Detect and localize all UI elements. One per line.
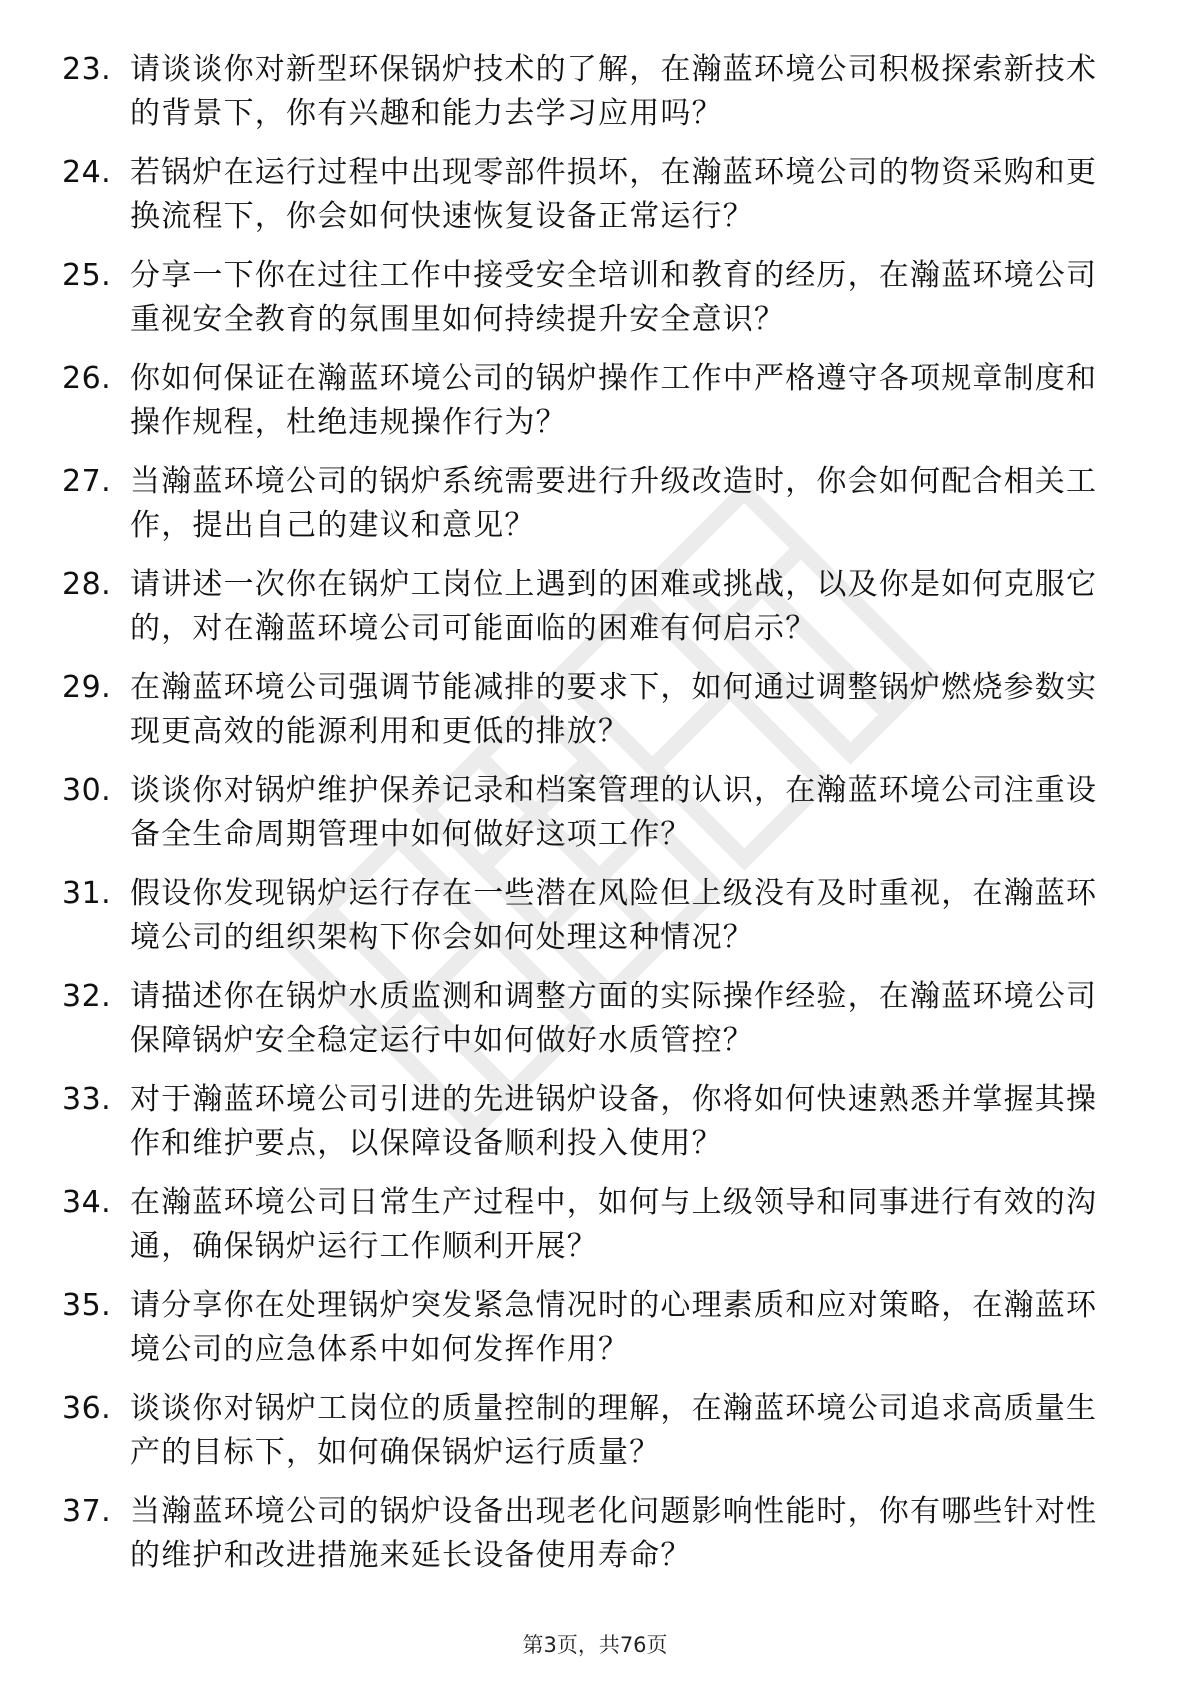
page-number-label: 第3页，共76页 (522, 1633, 668, 1657)
question-item (62, 975, 1122, 1078)
question-item (62, 1387, 1122, 1490)
question-text: 对于瀚蓝环境公司引进的先进锅炉设备，你将如何快速熟悉并掌握其操作和维护要点，以保障设备顺利投入使用？ (130, 1082, 1098, 1161)
question-item (62, 357, 1122, 460)
question-text: 请描述你在锅炉水质监测和调整方面的实际操作经验，在瀚蓝环境公司保障锅炉安全稳定运行中如何做好水质管控？ (130, 979, 1098, 1058)
question-text: 当瀚蓝环境公司的锅炉设备出现老化问题影响性能时，你有哪些针对性的维护和改进措施来延长设备使用寿命？ (130, 1494, 1098, 1573)
question-item (62, 48, 1122, 151)
question-number: 35. (62, 1288, 112, 1323)
question-number: 32. (62, 979, 112, 1014)
question-text: 假设你发现锅炉运行存在一些潜在风险但上级没有及时重视，在瀚蓝环境公司的组织架构下你会如何处理这种情况？ (130, 876, 1098, 955)
question-text: 你如何保证在瀚蓝环境公司的锅炉操作工作中严格遵守各项规章制度和操作规程，杜绝违规操作行为？ (130, 361, 1098, 440)
question-number: 37. (62, 1494, 112, 1529)
question-list (62, 48, 1122, 1593)
question-item (62, 151, 1122, 254)
question-text: 当瀚蓝环境公司的锅炉系统需要进行升级改造时，你会如何配合相关工作，提出自己的建议和意见？ (130, 464, 1098, 543)
question-text: 请分享你在处理锅炉突发紧急情况时的心理素质和应对策略，在瀚蓝环境公司的应急体系中如何发挥作用？ (130, 1288, 1098, 1367)
question-number: 31. (62, 876, 112, 911)
question-text: 谈谈你对锅炉维护保养记录和档案管理的认识，在瀚蓝环境公司注重设备全生命周期管理中如何做好这项工作？ (130, 773, 1098, 852)
question-item (62, 1078, 1122, 1181)
question-text: 谈谈你对锅炉工岗位的质量控制的理解，在瀚蓝环境公司追求高质量生产的目标下，如何确保锅炉运行质量？ (130, 1391, 1098, 1470)
question-number: 25. (62, 258, 112, 293)
question-item (62, 1181, 1122, 1284)
question-number: 24. (62, 155, 112, 190)
question-number: 36. (62, 1391, 112, 1426)
question-number: 34. (62, 1185, 112, 1220)
question-item (62, 254, 1122, 357)
question-number: 26. (62, 361, 112, 396)
question-item (62, 563, 1122, 666)
question-text: 在瀚蓝环境公司日常生产过程中，如何与上级领导和同事进行有效的沟通，确保锅炉运行工作顺利开展？ (130, 1185, 1098, 1264)
question-item (62, 769, 1122, 872)
question-item (62, 1284, 1122, 1387)
question-item (62, 1490, 1122, 1593)
question-text: 请谈谈你对新型环保锅炉技术的了解，在瀚蓝环境公司积极探索新技术的背景下，你有兴趣和能力去学习应用吗？ (130, 52, 1098, 131)
question-number: 23. (62, 52, 112, 87)
question-number: 27. (62, 464, 112, 499)
question-text: 分享一下你在过往工作中接受安全培训和教育的经历，在瀚蓝环境公司重视安全教育的氛围里如何持续提升安全意识？ (130, 258, 1098, 337)
question-number: 30. (62, 773, 112, 808)
question-text: 请讲述一次你在锅炉工岗位上遇到的困难或挑战，以及你是如何克服它的，对在瀚蓝环境公司可能面临的困难有何启示？ (130, 567, 1098, 646)
question-number: 33. (62, 1082, 112, 1117)
page-footer (0, 1631, 1190, 1659)
question-item (62, 666, 1122, 769)
question-number: 29. (62, 670, 112, 705)
question-item (62, 460, 1122, 563)
question-text: 在瀚蓝环境公司强调节能减排的要求下，如何通过调整锅炉燃烧参数实现更高效的能源利用和更低的排放？ (130, 670, 1098, 749)
question-item (62, 872, 1122, 975)
question-text: 若锅炉在运行过程中出现零部件损坏，在瀚蓝环境公司的物资采购和更换流程下，你会如何快速恢复设备正常运行？ (130, 155, 1098, 234)
question-number: 28. (62, 567, 112, 602)
